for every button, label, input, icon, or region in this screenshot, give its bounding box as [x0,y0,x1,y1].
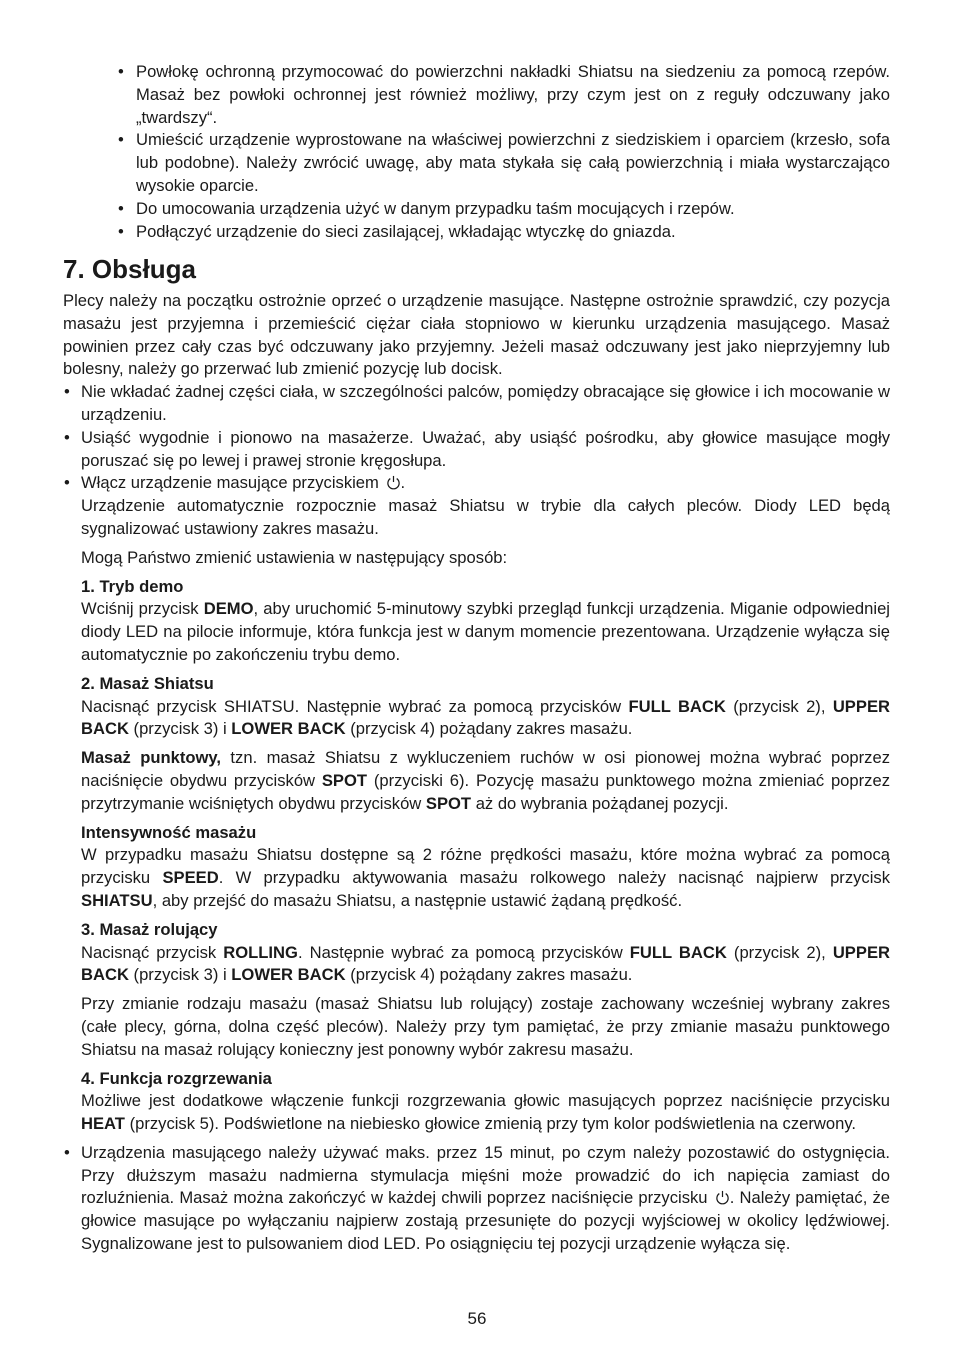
bullet-icon: • [118,62,124,81]
intro-paragraph: Plecy należy na początku ostrożnie oprzeć o urządzenie masujące. Następne ostrożnie sprawdzić, czy pozycja masażu jest przyjemna i przemieścić ciężar ciała stopniowo w kierunku urządzenia masującego. Masaż powinien przez cały czas być odczuwany jako przyjemny. Jeżeli masaż odczuwany jest jako nieprzyjemny lub bolesny, należy go przerwać lub zmienić pozycję lub docisk. [63,291,890,379]
section-heading: 7. Obsługa [63,254,196,284]
list-item: • Nie wkładać żadnej części ciała, w szczególności palców, pomiędzy obracające się głowice i ich mocowanie w urządzeniu. [64,382,890,424]
demo-text: Wciśnij przycisk DEMO, aby uruchomić 5-minutowy szybki przegląd funkcji urządzenia. Miganie odpowiedniej diody LED na pilocie informuje, która funkcja jest w danym momencie prezentowana. Urządzenie wyłącza się automatycznie po zakończeniu trybu demo. [81,599,890,664]
list-item: • Umieścić urządzenie wyprostowane na właściwej powierzchni z siedziskiem i oparciem (krzesło, sofa lub podobne). Należy zwrócić uwagę, aby mata stykała się całą powierzchnią i miała wystarczająco wysokie oparcie. [118,130,890,195]
list-item: • Włącz urządzenie masujące przyciskiem . Urządzenie automatycznie rozpocznie masaż Shiatsu w trybie dla całych pleców. Diody LED będą sygnalizować ustawiony zakres masażu. [64,473,890,538]
heat-text: Możliwe jest dodatkowe włączenie funkcji rozgrzewania głowic masujących poprzez naciśnięcie przycisku HEAT (przycisk 5). Podświetlone na niebiesko głowice zmienią przy tym kolor podświetlenia na czerwony. [81,1091,890,1134]
subsection-title: Intensywność masażu [81,822,257,842]
bullet-icon: • [118,221,124,241]
rolling-text: Nacisnąć przycisk ROLLING. Następnie wybrać za pomocą przycisków FULL BACK (przycisk 2), UPPER BACK (przycisk 3) i LOWER BACK (przycisk 4) pożądany zakres masażu. [81,942,890,985]
page-number: 56 [467,1309,487,1328]
shiatsu-text: Nacisnąć przycisk SHIATSU. Następnie wybrać za pomocą przycisków FULL BACK (przycisk 2), UPPER BACK (przycisk 3) i LOWER BACK (przycisk 4) pożądany zakres masażu. [81,696,890,739]
list-item: • Powłokę ochronną przymocować do powierzchni nakładki Shiatsu na siedzeniu za pomocą rzepów. Masaż bez powłoki ochronnej jest również możliwy, przy czym jest on z reguły odczuwany jako „twardszy“. [118,62,890,127]
power-icon [386,475,401,490]
subsection-title: 3. Masaż rolujący [81,919,218,939]
bullet-icon: • [118,198,124,218]
intensity-text: W przypadku masażu Shiatsu dostępne są 2 różne prędkości masażu, które można wybrać za pomocą przycisku SPEED. W przypadku aktywowania masażu rolkowego należy nacisnąć najpierw przycisk SHIATSU, aby przejść do masażu Shiatsu, a następnie ustawić żądaną prędkość. [81,845,890,910]
auto-start-text: Urządzenie automatycznie rozpocznie masaż Shiatsu w trybie dla całych pleców. Diody LED będą sygnalizować ustawiony zakres masażu. [81,496,890,538]
bullet-icon: • [64,473,70,493]
bullet-icon: • [64,427,70,447]
subsection-demo [63,576,890,667]
subsection-intensity [63,822,890,913]
range-note-text: Przy zmianie rodzaju masażu (masaż Shiatsu lub rolujący) zostaje zachowany wcześniej wybrany zakres (całe plecy, górna, dolna część pleców). Należy przy tym pamiętać, że przy zmianie masażu punktowego Shiatsu na masaż rolujący konieczny jest ponowny wybór zakresu masażu. [81,994,890,1059]
list-item: • Urządzenia masującego należy używać maks. przez 15 minut, po czym należy pozostawić do ostygnięcia. Przy dłuższym masażu nadmierna stymulacja mięśni może prowadzić do ich napięcia zamiast do rozluźnienia. Masaż można zakończyć w każdej chwili poprzez naciśnięcie przycisku . Należy pamiętać, że głowice masujące po wyłączaniu najpierw zostają przesunięte do pozycji wyjściowej w okolicy lędźwiowej. Sygnalizowane jest to pulsowaniem diod LED. Po osiągnięciu tej pozycji urządzenie wyłącza się. [64,1142,890,1254]
list-item: • Podłączyć urządzenie do sieci zasilającej, wkładając wtyczkę do gniazda. [116,221,890,244]
subsection-title: 1. Tryb demo [81,576,184,596]
bullet-icon: • [118,130,124,150]
spot-massage-text: Masaż punktowy, tzn. masaż Shiatsu z wykluczeniem ruchów w osi pionowej można wybrać poprzez naciśnięcie obydwu przycisków SPOT (przyciski 6). Pozycję masażu punktowego można zmieniać poprzez przytrzymanie wciśniętych obydwu przycisków SPOT aż do wybrania pożądanej pozycji. [81,748,890,813]
subsection-title: 4. Funkcja rozgrzewania [81,1068,272,1088]
change-settings-text: Mogą Państwo zmienić ustawienia w następujący sposób: [81,547,508,567]
subsection-heat [63,1068,890,1136]
list-item: • Do umocowania urządzenia użyć w danym przypadku taśm mocujących i rzepów. [116,198,890,221]
power-icon [715,1190,730,1205]
section-body [63,290,890,1256]
list-item: • Usiąść wygodnie i pionowo na masażerze. Uważać, aby usiąść pośrodku, aby głowice masujące mogły poruszać się po lewej i prawej stronie kręgosłupa. [64,427,890,470]
subsection-shiatsu [63,673,890,741]
bullet-icon: • [64,382,70,402]
bullet-icon: • [64,1142,70,1162]
subsection-rolling [63,919,890,987]
subsection-title: 2. Masaż Shiatsu [81,673,214,693]
setup-bullet-list [116,61,890,243]
